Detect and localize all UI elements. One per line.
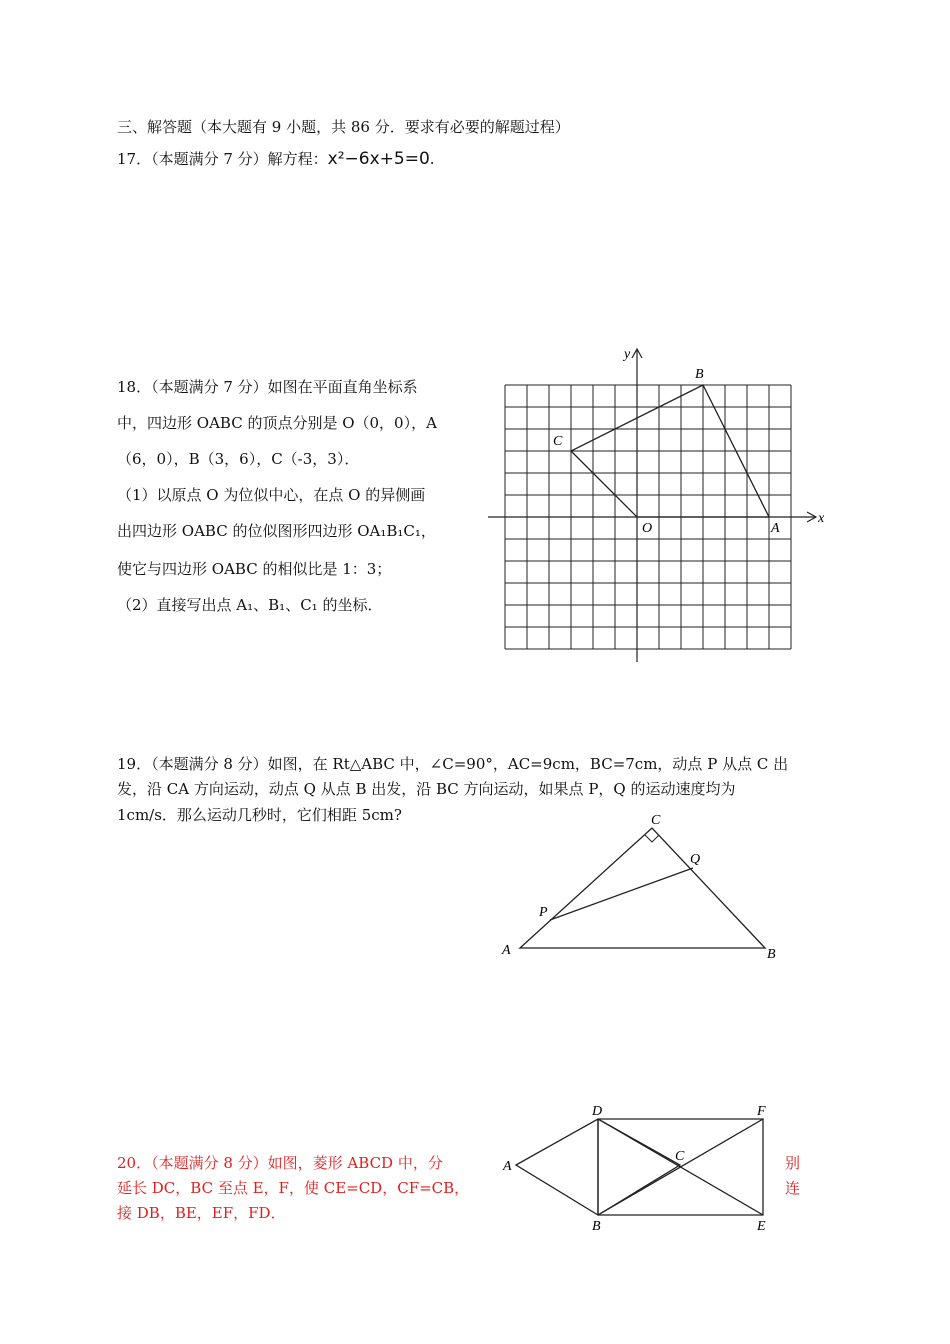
q18-label-O: O bbox=[642, 521, 653, 536]
q20-overflow-1: 别 bbox=[785, 1154, 801, 1172]
q17-equation: x²−6x+5=0 bbox=[327, 149, 430, 169]
q18-label-y: y bbox=[624, 347, 631, 362]
q20-label-B: B bbox=[592, 1219, 601, 1234]
q19-label-C: C bbox=[651, 813, 661, 828]
q18-line-3: （6，0），B（3，6），C（-3，3）． bbox=[117, 450, 360, 468]
q19-line-1: 19．（本题满分 8 分）如图，在 Rt△ABC 中，∠C=90°，AC=9cm，BC=7cm，动点 P 从点 C 出 bbox=[117, 755, 789, 773]
q18-line-2: 中，四边形 OABC 的顶点分别是 O（0，0），A bbox=[117, 414, 437, 432]
q19-label-P: P bbox=[539, 905, 548, 920]
q18-label-x: x bbox=[818, 511, 825, 526]
q18-line-4: （1）以原点 O 为位似中心，在点 O 的异侧画 bbox=[117, 486, 426, 504]
q19-line-3: 1cm/s．那么运动几秒时，它们相距 5cm? bbox=[117, 806, 402, 824]
q18-line-7: （2）直接写出点 A₁、B₁、C₁ 的坐标． bbox=[117, 596, 383, 614]
q19-label-Q: Q bbox=[690, 852, 701, 867]
q18-line-6: 使它与四边形 OABC 的相似比是 1：3； bbox=[117, 560, 392, 578]
q20-label-E: E bbox=[757, 1219, 766, 1234]
q17-prefix: 17．（本题满分 7 分）解方程： bbox=[117, 150, 328, 168]
q19-label-A: A bbox=[502, 943, 511, 958]
q19-label-B: B bbox=[767, 947, 776, 962]
q18-label-A: A bbox=[771, 521, 780, 536]
q19-line-2: 发，沿 CA 方向运动，动点 Q 从点 B 出发，沿 BC 方向运动，如果点 P，Q 的运动速度均为 bbox=[117, 780, 736, 798]
q20-line-1: 20．（本题满分 8 分）如图，菱形 ABCD 中，分 bbox=[117, 1154, 443, 1172]
q18-label-C: C bbox=[553, 434, 563, 449]
q20-label-A: A bbox=[503, 1159, 512, 1174]
q17-suffix: . bbox=[429, 150, 435, 168]
q18-line-5: 出四边形 OABC 的位似图形四边形 OA₁B₁C₁， bbox=[117, 522, 436, 540]
q18-label-B: B bbox=[695, 367, 704, 382]
q20-label-C: C bbox=[675, 1149, 685, 1164]
q20-label-D: D bbox=[592, 1104, 603, 1119]
section-title: 三、解答题（本大题有 9 小题，共 86 分．要求有必要的解题过程） bbox=[117, 118, 570, 136]
q20-line-2: 延长 DC，BC 至点 E，F，使 CE=CD，CF=CB， bbox=[117, 1179, 470, 1197]
q20-label-F: F bbox=[757, 1104, 766, 1119]
q20-line-3: 接 DB，BE，EF，FD． bbox=[117, 1204, 286, 1222]
q20-overflow-2: 连 bbox=[785, 1179, 801, 1197]
q18-line-1: 18．（本题满分 7 分）如图在平面直角坐标系 bbox=[117, 378, 418, 396]
